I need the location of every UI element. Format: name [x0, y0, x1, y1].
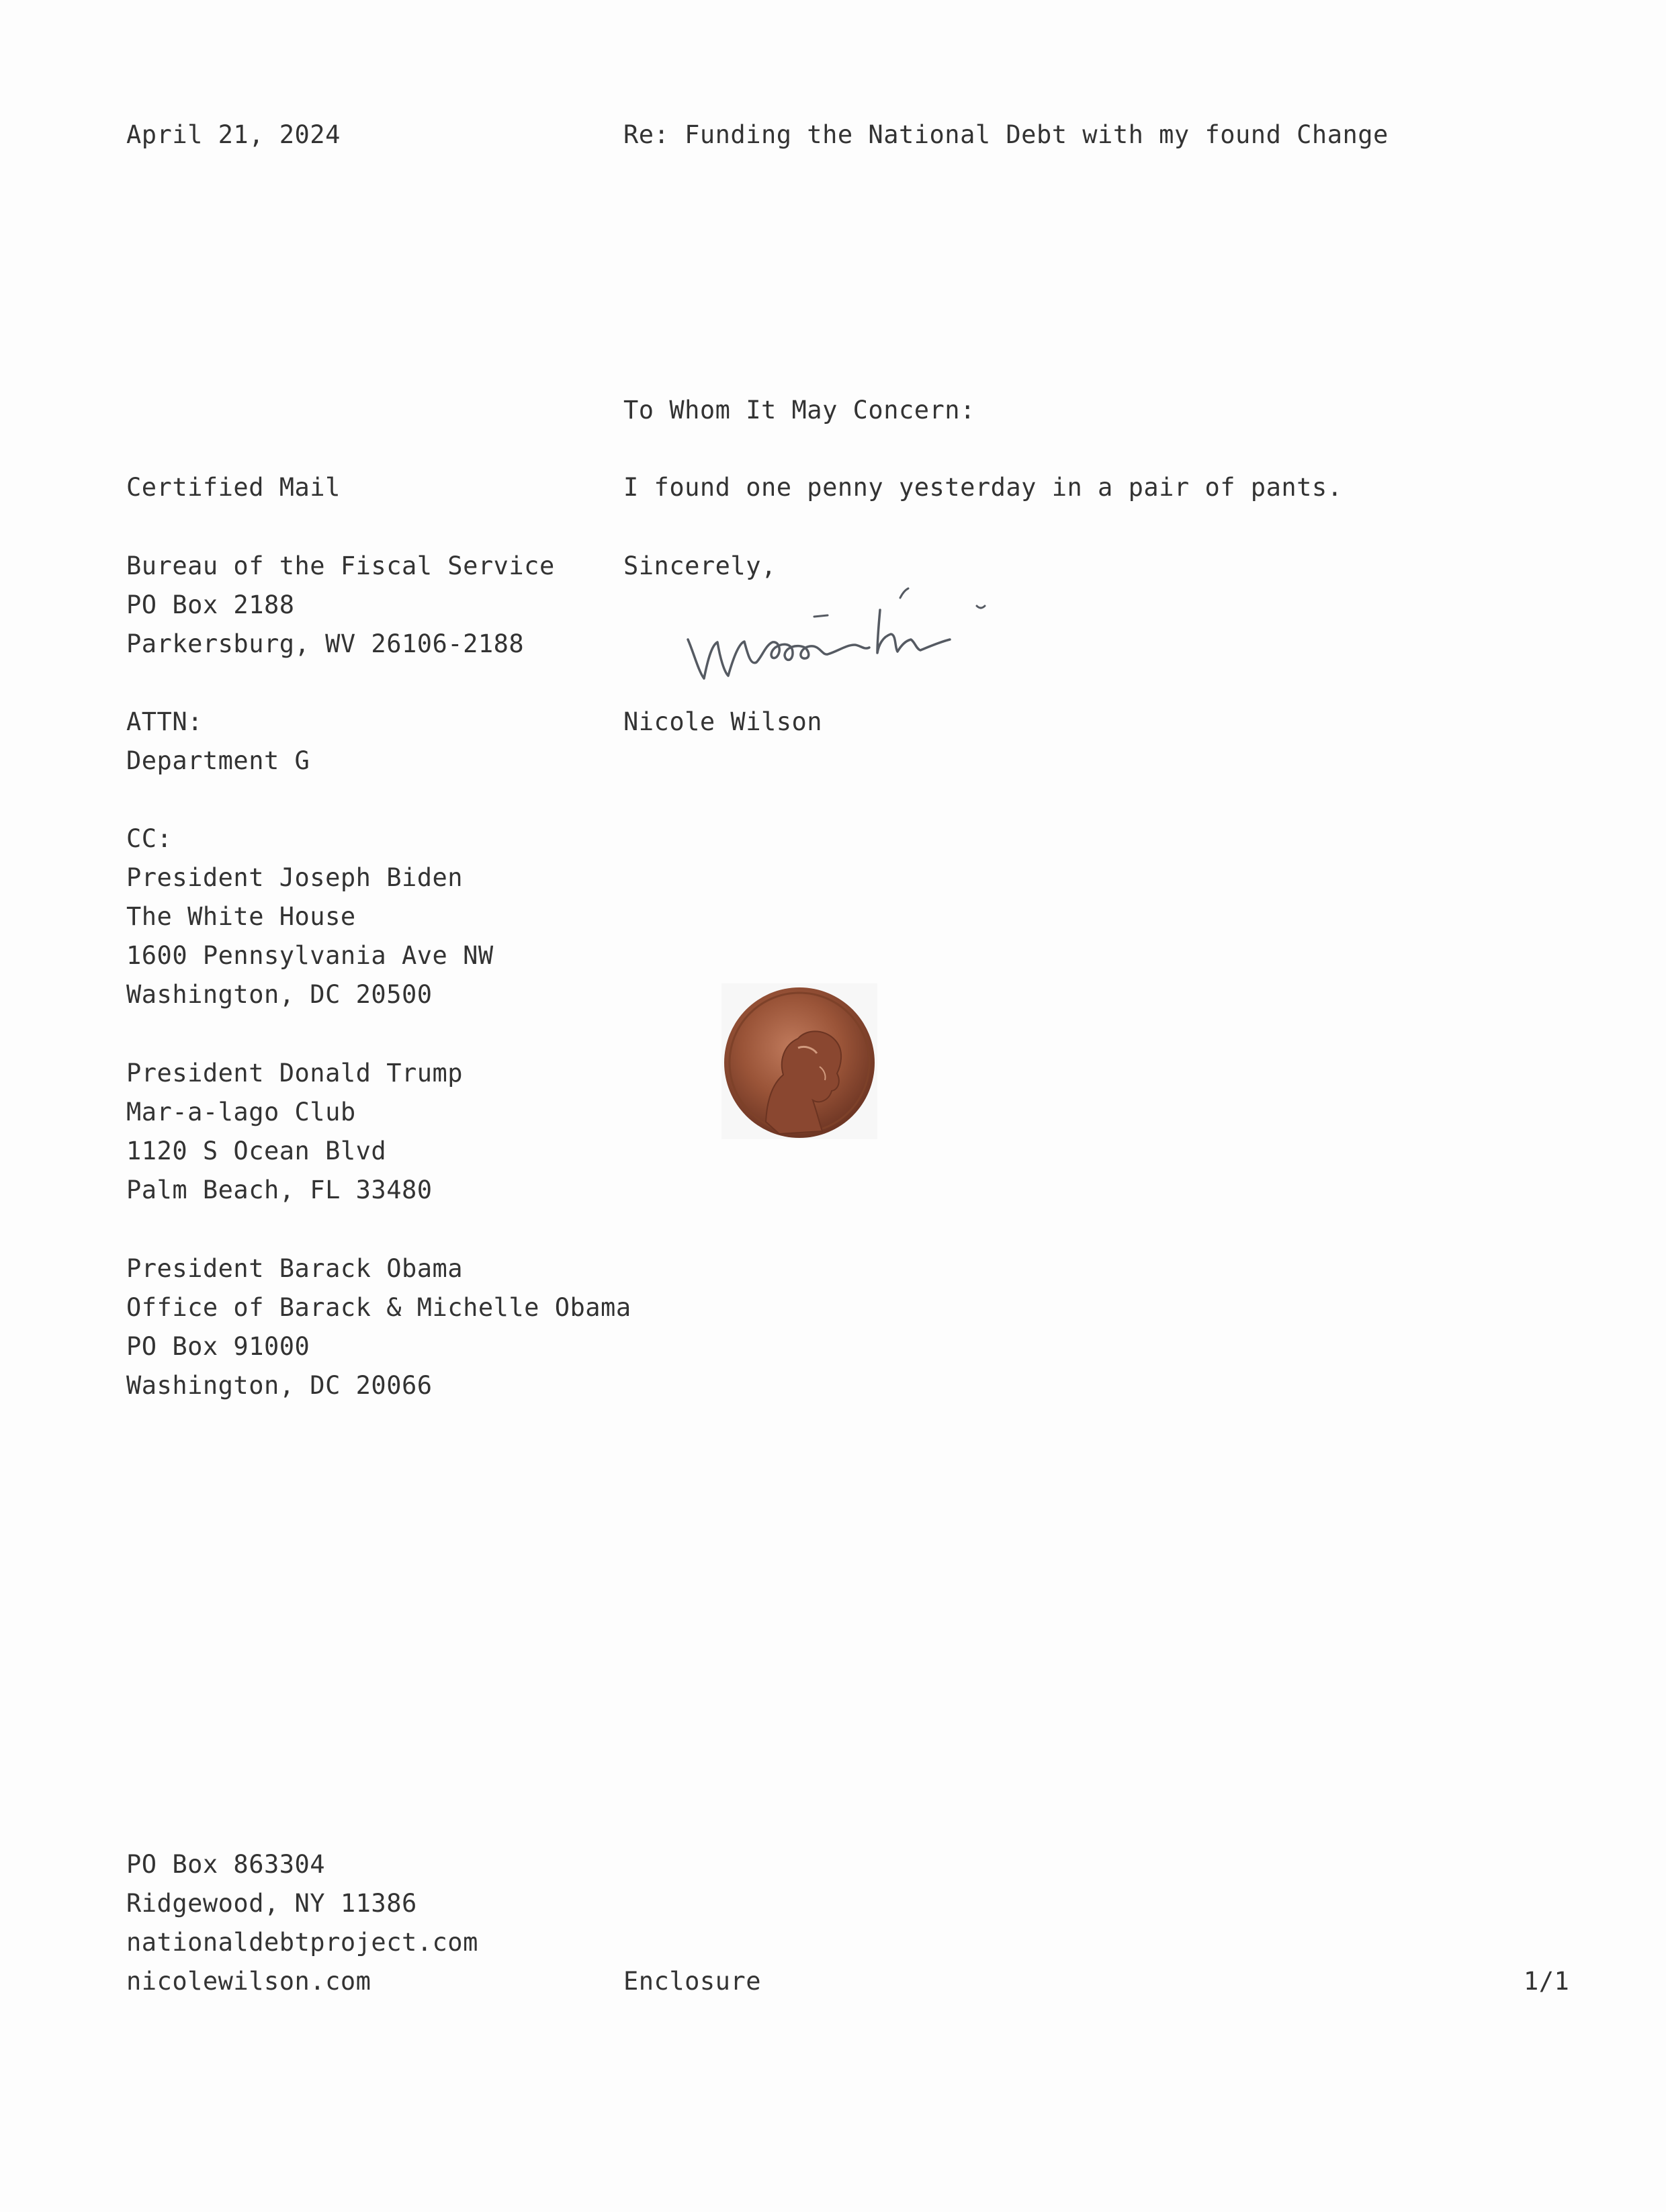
enclosure-label: Enclosure	[623, 1967, 761, 1996]
sender-website-2: nicolewilson.com	[126, 1967, 371, 1996]
letter-subject: Re: Funding the National Debt with my found Change	[623, 120, 1389, 149]
signer-name: Nicole Wilson	[623, 707, 823, 736]
sender-footer	[126, 1845, 478, 2001]
cc-line: 1120 S Ocean Blvd	[126, 1137, 387, 1165]
cc-line: PO Box 91000	[126, 1332, 310, 1361]
cc-line: Office of Barack & Michelle Obama	[126, 1293, 631, 1322]
cc-line: President Donald Trump	[126, 1059, 464, 1088]
sender-po-box: PO Box 863304	[126, 1850, 326, 1879]
cc-line: Mar-a-lago Club	[126, 1098, 356, 1126]
letter-date: April 21, 2024	[126, 120, 341, 149]
address-line: PO Box 2188	[126, 590, 295, 619]
attention-block	[126, 703, 310, 781]
certified-mail-label: Certified Mail	[126, 473, 341, 502]
sender-website-1: nationaldebtproject.com	[126, 1928, 478, 1957]
attn-department: Department G	[126, 746, 310, 775]
cc-label: CC:	[126, 824, 173, 853]
cc-line: Washington, DC 20500	[126, 980, 433, 1009]
cc-block-biden	[126, 820, 494, 1014]
recipient-address	[126, 547, 555, 664]
letter-body: I found one penny yesterday in a pair of pants.	[623, 473, 1343, 502]
page-number: 1/1	[1524, 1967, 1570, 1996]
cc-line: 1600 Pennsylvania Ave NW	[126, 941, 494, 970]
cc-line: Palm Beach, FL 33480	[126, 1176, 433, 1204]
signature-image	[678, 578, 1014, 692]
penny-image	[719, 981, 880, 1142]
cc-line: President Joseph Biden	[126, 863, 464, 892]
cc-block-trump	[126, 1054, 463, 1210]
cc-block-obama	[126, 1249, 631, 1405]
attn-label: ATTN:	[126, 707, 203, 736]
closing: Sincerely,	[623, 551, 777, 580]
salutation: To Whom It May Concern:	[623, 396, 975, 425]
cc-line: President Barack Obama	[126, 1254, 464, 1283]
sender-city: Ridgewood, NY 11386	[126, 1889, 417, 1918]
address-line: Parkersburg, WV 26106-2188	[126, 629, 525, 658]
address-line: Bureau of the Fiscal Service	[126, 551, 555, 580]
cc-line: The White House	[126, 902, 356, 931]
cc-line: Washington, DC 20066	[126, 1371, 433, 1400]
